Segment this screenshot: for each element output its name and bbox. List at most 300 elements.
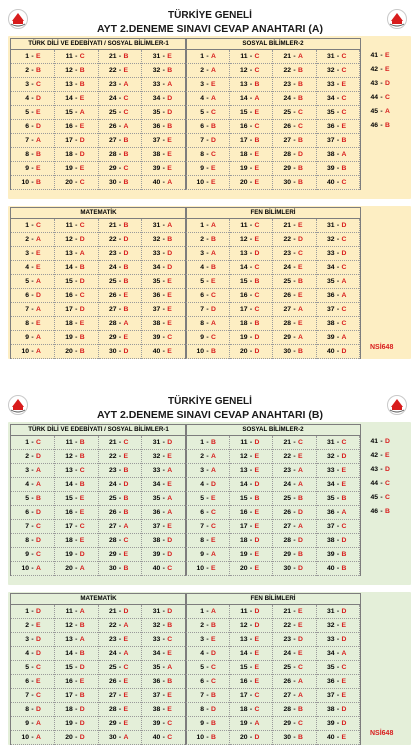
question-number: 5 [25,664,29,671]
question-number: 6 [25,292,29,299]
separator: - [162,636,165,643]
separator: - [206,334,209,341]
question-number: 25 [108,278,117,285]
answer-cell [142,106,185,120]
answer-cell [186,647,229,661]
question-number: 18 [239,706,248,713]
separator: - [206,509,209,516]
section-sos2-header: SOSYAL BİLİMLER-2 [186,39,360,50]
question-number: 2 [25,236,29,243]
answer-cell [99,331,142,345]
answer-cell [317,275,360,289]
answer-cell [317,162,360,176]
answer-letter: D [123,608,129,615]
separator: - [162,320,165,327]
answer-letter: A [298,523,303,530]
section-sos2-grid [186,436,360,576]
separator: - [118,81,122,88]
answer-letter: E [254,650,260,657]
question-number: 14 [65,264,73,271]
answer-letter: D [79,151,85,158]
question-number: 24 [108,650,117,657]
answer-cell [273,562,316,576]
section-fen-column [317,605,361,745]
separator: - [293,453,296,460]
question-number: 3 [200,636,204,643]
question-number: 16 [239,509,248,516]
answer-letter: E [385,452,390,459]
separator: - [293,439,296,446]
question-number: 30 [283,734,291,741]
separator: - [162,495,165,502]
answer-letter: B [298,706,303,713]
answer-cell [11,619,54,633]
answer-cell [273,303,316,317]
question-number: 18 [65,320,73,327]
answer-cell [317,247,360,261]
question-number: 6 [200,509,204,516]
section-sos2-column [317,50,361,190]
answer-cell [186,162,229,176]
answer-letter: E [123,692,129,699]
answer-letter: A [341,292,347,299]
answer-cell [186,675,229,689]
answer-cell [11,478,54,492]
answer-letter: C [123,537,129,544]
answer-cell [273,506,316,520]
separator: - [75,278,78,285]
answer-cell [11,492,54,506]
answer-letter: E [123,678,129,685]
answer-letter: E [79,495,85,502]
separator: - [118,565,122,572]
answer-letter: C [79,53,85,60]
answer-cell [273,92,316,106]
answer-letter: D [341,720,347,727]
separator: - [206,622,209,629]
separator: - [162,222,165,229]
question-number: 31 [326,53,335,60]
answer-letter: E [211,165,216,172]
question-number: 12 [65,453,73,460]
answer-letter: D [298,636,303,643]
separator: - [336,222,340,229]
answer-letter: E [254,179,260,186]
answer-cell [317,331,360,345]
separator: - [293,734,296,741]
answer-letter: E [167,453,172,460]
separator: - [293,179,296,186]
question-number: 19 [65,551,73,558]
answer-cell [230,275,273,289]
answer-letter: E [79,123,85,130]
answer-cell [186,605,229,619]
question-number: 43 [370,80,378,87]
answer-cell [360,49,404,63]
answer-cell [230,317,273,331]
question-number: 7 [200,137,204,144]
separator: - [31,678,34,685]
answer-letter: B [211,348,216,355]
question-number: 12 [65,67,73,74]
answer-cell [360,63,404,77]
question-number: 13 [239,250,248,257]
answer-cell [186,261,229,275]
separator: - [249,264,253,271]
section-matematik-column [142,605,186,745]
question-number: 19 [65,720,73,727]
question-number: 36 [326,123,335,130]
separator: - [118,622,122,629]
answer-cell [11,464,54,478]
question-number: 27 [108,306,117,313]
separator: - [206,678,209,685]
question-number: 29 [108,720,117,727]
answer-cell [317,534,360,548]
answer-letter: B [341,495,347,502]
answer-letter: E [211,495,216,502]
answer-cell [273,548,316,562]
answer-cell [186,50,229,64]
answer-letter: C [79,292,85,299]
answer-cell [99,92,142,106]
question-number: 15 [65,109,73,116]
answer-letter: E [167,151,172,158]
answer-letter: D [254,537,260,544]
question-number: 21 [108,53,117,60]
separator: - [249,179,253,186]
section-fen [185,207,361,359]
answer-letter: E [341,734,347,741]
question-number: 43 [370,466,378,473]
question-number: 34 [326,650,335,657]
answer-cell [99,134,142,148]
question-number: 42 [370,452,378,459]
answer-letter: D [298,151,303,158]
question-number: 1 [200,608,204,615]
question-number: 39 [326,551,335,558]
answer-cell [186,345,229,359]
answer-cell [142,520,185,534]
question-number: 1 [200,53,204,60]
answer-letter: C [254,53,260,60]
section-sos2-extra [360,49,404,133]
answer-cell [99,261,142,275]
separator: - [75,537,78,544]
separator: - [336,137,340,144]
question-number: 9 [200,165,204,172]
answer-letter: D [167,109,173,116]
question-number: 28 [283,537,291,544]
answer-letter: D [341,608,347,615]
question-number: 32 [152,67,161,74]
answer-cell [142,605,185,619]
question-number: 7 [25,692,29,699]
answer-cell [317,548,360,562]
separator: - [31,509,34,516]
answer-letter: C [36,692,41,699]
answer-cell [142,64,185,78]
answer-cell [142,134,185,148]
answer-cell [55,436,98,450]
question-number: 13 [65,81,73,88]
separator: - [75,264,78,271]
answer-letter: C [211,678,216,685]
answer-cell [99,50,142,64]
sheet-title: TÜRKİYE GENELİ [168,396,252,407]
answer-letter: E [254,453,260,460]
separator: - [75,523,78,530]
separator: - [118,306,122,313]
section-matematik [10,593,187,745]
separator: - [31,320,34,327]
separator: - [293,67,296,74]
answer-cell [360,91,404,105]
question-number: 18 [65,537,73,544]
separator: - [249,467,253,474]
question-number: 10 [21,734,29,741]
answer-cell [99,731,142,745]
question-number: 9 [200,551,204,558]
separator: - [336,664,340,671]
answer-letter: D [254,348,260,355]
answer-cell [99,717,142,731]
separator: - [75,720,78,727]
answer-cell [230,78,273,92]
answer-cell [360,463,404,477]
separator: - [31,278,34,285]
answer-cell [142,689,185,703]
answer-letter: D [123,348,129,355]
answer-cell [55,605,98,619]
separator: - [249,109,253,116]
separator: - [336,179,340,186]
answer-cell [11,64,54,78]
separator: - [206,320,209,327]
question-number: 38 [152,151,161,158]
question-number: 10 [21,565,29,572]
question-number: 32 [326,453,335,460]
answer-letter: B [341,565,347,572]
question-number: 5 [25,278,29,285]
answer-letter: E [341,481,347,488]
answer-letter: D [298,537,303,544]
answer-letter: C [254,692,260,699]
answer-letter: D [254,250,260,257]
section-sos2-column [230,436,274,576]
answer-cell [55,219,98,233]
answer-cell [99,548,142,562]
answer-cell [230,148,273,162]
answer-cell [99,106,142,120]
answer-cell [11,331,54,345]
question-number: 5 [200,495,204,502]
answer-cell [99,233,142,247]
separator: - [293,81,296,88]
question-number: 12 [239,67,248,74]
answer-cell [317,261,360,275]
answer-letter: A [298,334,303,341]
question-number: 9 [25,720,29,727]
answer-cell [11,148,54,162]
separator: - [293,608,296,615]
separator: - [336,95,340,102]
section-fen-column [230,219,274,359]
separator: - [162,95,165,102]
answer-cell [186,492,229,506]
separator: - [380,80,383,87]
answer-cell [11,436,54,450]
answer-letter: C [123,165,129,172]
question-number: 37 [326,137,335,144]
separator: - [336,151,340,158]
answer-letter: A [211,320,216,327]
answer-cell [317,50,360,64]
question-number: 20 [239,348,248,355]
answer-cell [99,303,142,317]
answer-letter: E [123,67,129,74]
separator: - [162,151,165,158]
separator: - [336,81,340,88]
answer-cell [142,619,185,633]
section-matematik-column [55,605,99,745]
answer-letter: C [36,81,41,88]
answer-cell [230,331,273,345]
answer-cell [230,478,273,492]
answer-letter: B [123,495,129,502]
answer-cell [99,647,142,661]
separator: - [162,165,165,172]
answer-cell [11,675,54,689]
question-number: 8 [25,151,29,158]
question-number: 38 [152,537,161,544]
answer-letter: D [211,650,216,657]
answer-cell [55,661,98,675]
separator: - [162,453,165,460]
answer-letter: A [341,278,347,285]
answer-letter: B [36,495,41,502]
answer-letter: E [254,151,260,158]
answer-cell [273,64,316,78]
answer-cell [230,162,273,176]
answer-cell [55,317,98,331]
section-matematik-header: MATEMATİK [11,594,186,605]
separator: - [249,292,253,299]
question-number: 15 [239,664,248,671]
answer-letter: B [79,453,85,460]
answer-cell [55,64,98,78]
section-fen-column [317,219,361,359]
separator: - [31,706,34,713]
question-number: 30 [108,565,117,572]
separator: - [293,551,296,558]
answer-letter: D [36,636,41,643]
separator: - [31,664,34,671]
answer-letter: C [254,67,260,74]
separator: - [206,165,209,172]
separator: - [31,537,34,544]
separator: - [118,348,122,355]
answer-letter: E [167,306,172,313]
answer-cell [317,303,360,317]
question-number: 45 [370,494,378,501]
answer-letter: A [167,222,173,229]
answer-letter: C [123,664,129,671]
separator: - [249,453,253,460]
answer-cell [273,436,316,450]
question-number: 21 [108,608,117,615]
answer-letter: B [123,222,129,229]
answer-letter: E [211,565,216,572]
answer-letter: E [298,650,303,657]
answer-letter: D [211,706,216,713]
question-number: 39 [326,720,335,727]
answer-cell [186,275,229,289]
answer-cell [273,162,316,176]
answer-letter: D [341,537,347,544]
answer-letter: C [385,94,390,101]
answer-letter: A [36,467,41,474]
answer-letter: E [36,250,41,257]
separator: - [75,453,78,460]
answer-cell [142,92,185,106]
answer-letter: C [341,179,347,186]
answer-letter: C [36,222,41,229]
separator: - [162,481,165,488]
answer-cell [273,247,316,261]
answer-letter: B [211,720,216,727]
separator: - [118,720,122,727]
question-number: 31 [152,222,161,229]
separator: - [249,123,253,130]
question-number: 25 [283,109,291,116]
separator: - [293,165,296,172]
question-number: 2 [25,67,29,74]
answer-cell [230,92,273,106]
answer-letter: E [36,109,41,116]
question-number: 16 [239,292,248,299]
separator: - [31,222,34,229]
answer-cell [142,731,185,745]
answer-cell [186,562,229,576]
question-number: 40 [152,734,161,741]
answer-cell [230,219,273,233]
question-number: 3 [200,81,204,88]
answer-letter: A [341,509,347,516]
separator: - [249,650,253,657]
answer-letter: A [254,720,260,727]
question-number: 4 [25,650,29,657]
answer-letter: B [254,278,260,285]
question-number: 29 [283,334,291,341]
question-number: 39 [152,720,161,727]
answer-cell [273,78,316,92]
question-number: 24 [108,481,117,488]
separator: - [118,67,122,74]
question-number: 34 [152,650,161,657]
answer-cell [273,492,316,506]
separator: - [249,622,253,629]
answer-cell [142,717,185,731]
question-number: 23 [283,81,291,88]
separator: - [206,523,209,530]
question-number: 2 [200,236,204,243]
separator: - [336,551,340,558]
answer-cell [11,247,54,261]
answer-cell [317,605,360,619]
answer-cell [55,534,98,548]
answer-cell [55,703,98,717]
